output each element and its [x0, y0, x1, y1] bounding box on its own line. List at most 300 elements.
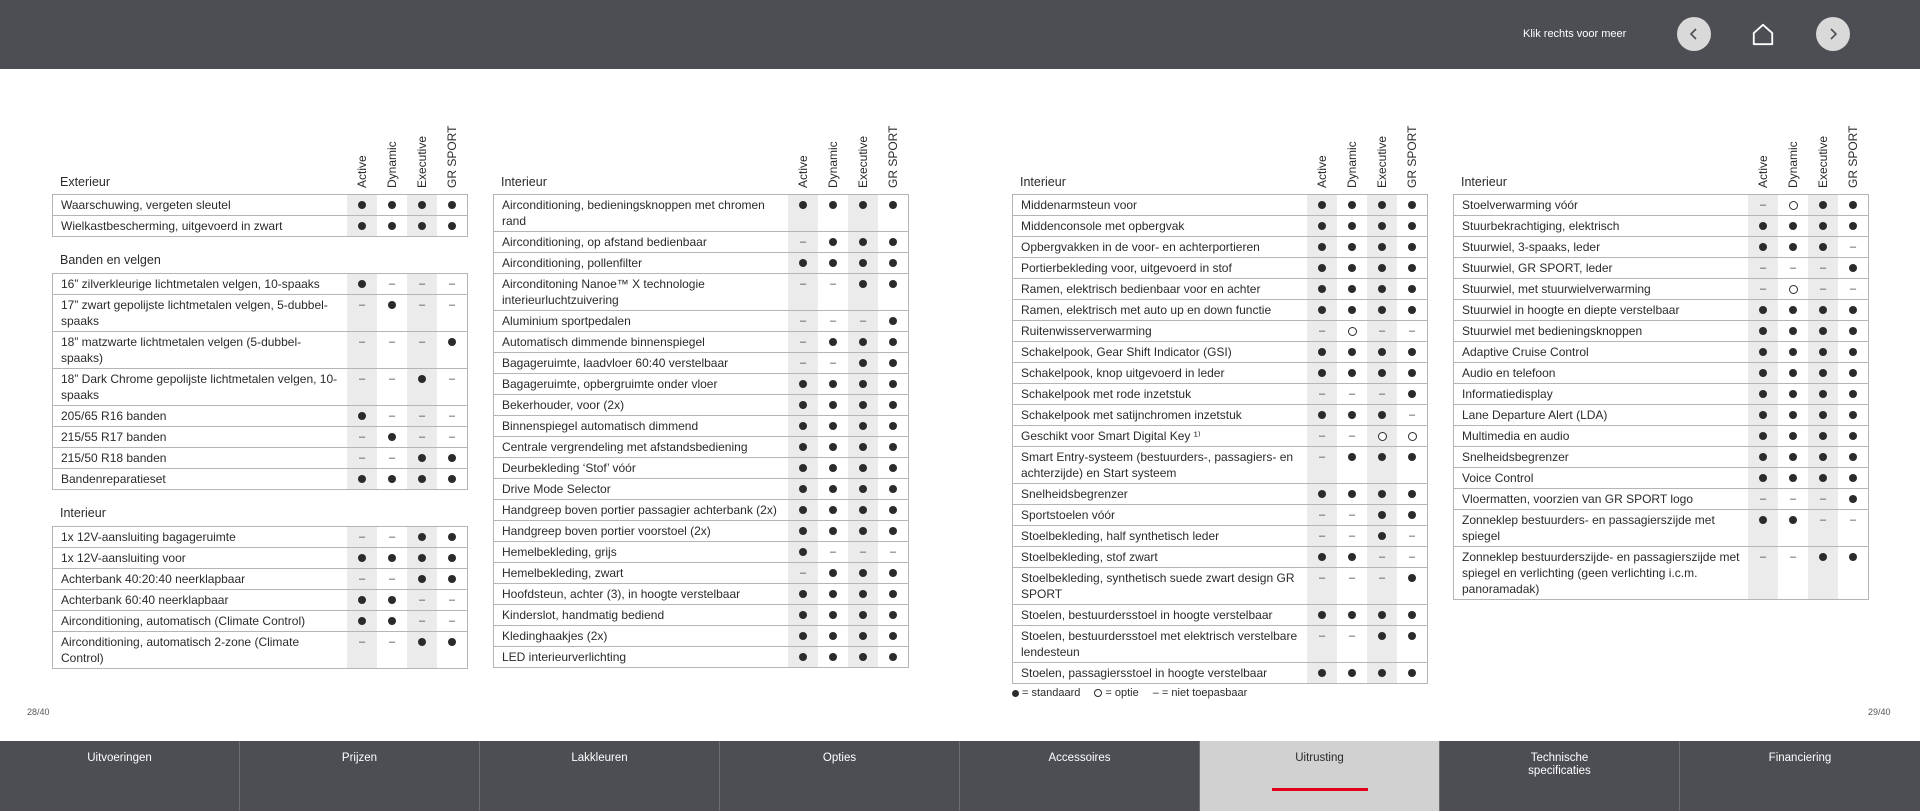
availability-mark [1348, 218, 1356, 234]
availability-cell [437, 295, 467, 331]
availability-mark [1819, 365, 1827, 381]
availability-cell [1808, 195, 1838, 215]
availability-cell [878, 605, 908, 625]
availability-mark [358, 218, 366, 234]
feature-label: Stuurwiel met bedieningsknoppen [1462, 324, 1643, 338]
column-header-label: GR SPORT [445, 125, 459, 188]
standard-dot-icon [829, 380, 837, 388]
availability-mark [1348, 323, 1357, 339]
feature-label: Airconditoning Nanoe™ X technologie interieurluchtzuivering [502, 277, 705, 307]
availability-mark [388, 429, 396, 445]
column-header-label: Dynamic [1345, 141, 1359, 188]
availability-cell [1838, 405, 1868, 425]
availability-mark: – [1348, 388, 1356, 400]
availability-mark [1378, 344, 1386, 360]
feature-label: Stuurwiel, met stuurwielverwarming [1462, 282, 1651, 296]
table-row [494, 331, 908, 352]
feature-label: Ramen, elektrisch bedienbaar voor en achter [1021, 282, 1261, 296]
availability-mark [1759, 449, 1767, 465]
standard-dot-icon [1759, 348, 1767, 356]
table-row [1013, 525, 1427, 546]
column-header [1809, 118, 1839, 188]
availability-cell [1748, 405, 1778, 425]
availability-mark [1318, 344, 1326, 360]
availability-mark: – [1759, 283, 1767, 295]
availability-cell [1808, 489, 1838, 509]
availability-cell [848, 626, 878, 646]
availability-mark [1348, 549, 1356, 565]
feature-label: Zonneklep bestuurderszijde- en passagierszijde met spiegel en verlichting (geen verlichting i.c.m. panoramadak) [1462, 550, 1740, 596]
standard-dot-icon [1789, 453, 1797, 461]
availability-mark [1378, 449, 1386, 465]
availability-mark: – [859, 546, 867, 558]
availability-cell [788, 626, 818, 646]
standard-dot-icon [448, 222, 456, 230]
availability-mark: – [418, 615, 426, 627]
column-header [1368, 118, 1398, 188]
home-icon [1751, 22, 1775, 46]
previous-page-button[interactable] [1677, 17, 1711, 51]
standard-dot-icon [1789, 243, 1797, 251]
availability-mark [859, 502, 867, 518]
standard-dot-icon [448, 338, 456, 346]
availability-cell [818, 647, 848, 667]
availability-mark [1759, 344, 1767, 360]
availability-mark [1318, 407, 1326, 423]
feature-label: Informatiedisplay [1462, 387, 1553, 401]
standard-dot-icon [1348, 453, 1356, 461]
availability-mark: – [1348, 430, 1356, 442]
availability-mark: – [388, 373, 396, 385]
standard-dot-icon [1819, 201, 1827, 209]
availability-cell [818, 500, 848, 520]
column-header-label: GR SPORT [1846, 125, 1860, 188]
availability-mark [859, 376, 867, 392]
availability-mark: – [448, 278, 456, 290]
availability-cell [1307, 216, 1337, 236]
availability-cell [878, 395, 908, 415]
standard-dot-icon [1408, 285, 1416, 293]
table-row [1454, 215, 1868, 236]
availability-mark: – [358, 531, 366, 543]
availability-mark [1408, 507, 1416, 523]
standard-dot-icon [1012, 690, 1019, 697]
feature-label: Handgreep boven portier voorstoel (2x) [502, 524, 711, 538]
availability-mark [1318, 665, 1326, 681]
column-header [819, 118, 849, 188]
standard-dot-icon [1759, 453, 1767, 461]
standard-dot-icon [1759, 411, 1767, 419]
feature-label: Wielkastbescherming, uitgevoerd in zwart [61, 219, 283, 233]
standard-dot-icon [859, 422, 867, 430]
availability-mark: – [358, 299, 366, 311]
availability-cell [1397, 216, 1427, 236]
availability-mark [799, 628, 807, 644]
availability-mark [1348, 407, 1356, 423]
table-row [1013, 567, 1427, 604]
availability-cell [878, 647, 908, 667]
spec-table-2 [493, 69, 909, 668]
availability-cell [1367, 321, 1397, 341]
availability-mark [859, 586, 867, 602]
standard-dot-icon [859, 259, 867, 267]
home-button[interactable] [1748, 19, 1778, 49]
feature-label: Waarschuwing, vergeten sleutel [61, 198, 231, 212]
availability-cell [1367, 568, 1397, 604]
standard-dot-icon [1789, 327, 1797, 335]
availability-mark [859, 460, 867, 476]
availability-mark [799, 197, 807, 213]
availability-cell [1397, 237, 1427, 257]
availability-mark: – [418, 410, 426, 422]
availability-mark [388, 592, 396, 608]
option-ring-icon [1094, 689, 1102, 697]
availability-cell [1337, 447, 1367, 483]
standard-dot-icon [859, 653, 867, 661]
standard-dot-icon [889, 422, 897, 430]
standard-dot-icon [1378, 243, 1386, 251]
table-row [1013, 257, 1427, 278]
standard-dot-icon [1318, 222, 1326, 230]
availability-mark [1378, 260, 1386, 276]
standard-dot-icon [1759, 474, 1767, 482]
availability-mark [1819, 197, 1827, 213]
availability-mark: – [1789, 551, 1797, 563]
standard-dot-icon [1759, 243, 1767, 251]
standard-dot-icon [859, 359, 867, 367]
availability-cell [1808, 547, 1838, 599]
availability-cell [437, 369, 467, 405]
standard-dot-icon [1378, 369, 1386, 377]
availability-cell [818, 605, 848, 625]
column-header-label: Active [1756, 155, 1770, 188]
availability-cell [1778, 547, 1808, 599]
availability-mark [358, 550, 366, 566]
standard-dot-icon [358, 280, 366, 288]
option-ring-icon [1408, 432, 1417, 441]
standard-dot-icon [1849, 553, 1857, 561]
table-row [494, 252, 908, 273]
availability-cell [437, 195, 467, 215]
standard-dot-icon [418, 533, 426, 541]
availability-mark: – [1819, 262, 1827, 274]
availability-cell [848, 605, 878, 625]
feature-label: 18” Dark Chrome gepolijste lichtmetalen velgen, 10-spaaks [61, 372, 338, 402]
availability-cell [818, 195, 848, 231]
nav-tab[interactable] [240, 741, 480, 811]
availability-cell [347, 427, 377, 447]
availability-mark [799, 607, 807, 623]
standard-dot-icon [799, 653, 807, 661]
availability-cell [818, 311, 848, 331]
availability-mark [1789, 281, 1798, 297]
table-row [1454, 341, 1868, 362]
table-rows [1453, 194, 1869, 600]
availability-cell [848, 332, 878, 352]
availability-mark: – [1318, 530, 1326, 542]
availability-mark [1378, 197, 1386, 213]
table-row [494, 436, 908, 457]
table-row [494, 373, 908, 394]
availability-cell [1307, 279, 1337, 299]
availability-mark: – [1348, 509, 1356, 521]
availability-mark [859, 255, 867, 271]
availability-mark [889, 565, 897, 581]
table-row [494, 499, 908, 520]
standard-dot-icon [799, 527, 807, 535]
availability-mark: – [448, 615, 456, 627]
nav-tab[interactable] [0, 741, 240, 811]
availability-mark [1819, 449, 1827, 465]
availability-mark [829, 649, 837, 665]
feature-label: Airconditioning, bedieningsknoppen met chromen rand [502, 198, 765, 228]
availability-cell [788, 232, 818, 252]
standard-dot-icon [1348, 285, 1356, 293]
availability-mark [1408, 260, 1416, 276]
availability-mark [418, 634, 426, 650]
availability-cell [1367, 447, 1397, 483]
column-header [789, 118, 819, 188]
availability-cell [1778, 342, 1808, 362]
availability-cell [377, 448, 407, 468]
table-row [53, 368, 467, 405]
table-row [494, 646, 908, 667]
standard-dot-icon [829, 464, 837, 472]
standard-dot-icon [1819, 243, 1827, 251]
availability-cell [377, 274, 407, 294]
nav-tab[interactable] [1200, 741, 1440, 811]
availability-cell [1337, 237, 1367, 257]
availability-cell [377, 369, 407, 405]
availability-cell [1337, 526, 1367, 546]
availability-mark [1348, 239, 1356, 255]
column-header [1779, 118, 1809, 188]
availability-cell [848, 479, 878, 499]
availability-cell [1748, 258, 1778, 278]
availability-cell [347, 632, 377, 668]
navigation-hint: Klik rechts voor meer [1523, 28, 1627, 40]
feature-label: Ruitenwisserverwarming [1021, 324, 1152, 338]
availability-mark [448, 218, 456, 234]
column-header-label: Executive [856, 135, 870, 188]
availability-mark [1318, 260, 1326, 276]
availability-mark [889, 234, 897, 250]
feature-label: Adaptive Cruise Control [1462, 345, 1589, 359]
standard-dot-icon [889, 259, 897, 267]
availability-mark [418, 450, 426, 466]
availability-cell [1397, 447, 1427, 483]
table-row [53, 405, 467, 426]
nav-tab[interactable] [960, 741, 1200, 811]
nav-tab[interactable] [480, 741, 720, 811]
availability-cell [818, 626, 848, 646]
feature-label: Stuurwiel, 3-spaaks, leder [1462, 240, 1601, 254]
availability-mark: – [1819, 514, 1827, 526]
standard-dot-icon [799, 422, 807, 430]
standard-dot-icon [1819, 369, 1827, 377]
availability-cell [848, 584, 878, 604]
availability-cell [818, 437, 848, 457]
availability-cell [1307, 605, 1337, 625]
availability-cell [1808, 342, 1838, 362]
standard-dot-icon [1378, 348, 1386, 356]
standard-dot-icon [1759, 222, 1767, 230]
availability-mark [1789, 512, 1797, 528]
standard-dot-icon [1789, 369, 1797, 377]
feature-label: Kledinghaakjes (2x) [502, 629, 608, 643]
availability-cell [377, 590, 407, 610]
availability-cell [1778, 279, 1808, 299]
table-row [1454, 546, 1868, 599]
availability-cell [407, 611, 437, 631]
availability-mark [1378, 302, 1386, 318]
standard-dot-icon [358, 554, 366, 562]
standard-dot-icon [1408, 453, 1416, 461]
availability-cell [1337, 321, 1367, 341]
standard-dot-icon [418, 375, 426, 383]
availability-mark [1849, 386, 1857, 402]
standard-dot-icon [1348, 264, 1356, 272]
availability-cell [818, 458, 848, 478]
availability-mark [358, 276, 366, 292]
availability-cell [437, 406, 467, 426]
availability-cell [1367, 216, 1397, 236]
availability-mark [1408, 386, 1416, 402]
standard-dot-icon [1318, 553, 1326, 561]
availability-mark [1849, 491, 1857, 507]
availability-mark [1819, 323, 1827, 339]
availability-cell [1397, 663, 1427, 683]
availability-mark [799, 439, 807, 455]
availability-cell [1748, 384, 1778, 404]
availability-mark [1819, 239, 1827, 255]
feature-label: Stuurwiel, GR SPORT, leder [1462, 261, 1613, 275]
availability-cell [1808, 363, 1838, 383]
column-header [348, 118, 378, 188]
standard-dot-icon [448, 554, 456, 562]
feature-label: Hoofdsteun, achter (3), in hoogte verstelbaar [502, 587, 741, 601]
standard-dot-icon [829, 506, 837, 514]
availability-cell [1838, 384, 1868, 404]
standard-dot-icon [859, 443, 867, 451]
availability-cell [437, 632, 467, 668]
availability-mark [388, 218, 396, 234]
availability-cell [878, 195, 908, 231]
availability-cell [1808, 384, 1838, 404]
standard-dot-icon [1408, 632, 1416, 640]
table-row [1454, 425, 1868, 446]
standard-dot-icon [1819, 453, 1827, 461]
standard-dot-icon [859, 611, 867, 619]
availability-mark [1819, 302, 1827, 318]
availability-mark [1408, 428, 1417, 444]
standard-dot-icon [1318, 264, 1326, 272]
availability-cell [1367, 547, 1397, 567]
availability-mark: – [358, 336, 366, 348]
availability-cell [347, 369, 377, 405]
availability-mark: – [799, 336, 807, 348]
standard-dot-icon [829, 632, 837, 640]
feature-label: Stoelen, bestuurdersstoel met elektrisch verstelbare lendesteun [1021, 629, 1298, 659]
standard-dot-icon [889, 338, 897, 346]
availability-cell [1748, 363, 1778, 383]
feature-label: Geschikt voor Smart Digital Key ¹⁾ [1021, 429, 1201, 443]
availability-mark [388, 471, 396, 487]
standard-dot-icon [1318, 369, 1326, 377]
table-row [1454, 446, 1868, 467]
nav-tab[interactable] [1440, 741, 1680, 811]
standard-dot-icon [1378, 511, 1386, 519]
standard-dot-icon [1408, 574, 1416, 582]
availability-mark: – [358, 373, 366, 385]
feature-label: Middenarmsteun voor [1021, 198, 1138, 212]
standard-dot-icon [1348, 348, 1356, 356]
availability-mark [1378, 528, 1386, 544]
availability-cell [437, 569, 467, 589]
availability-mark [418, 529, 426, 545]
standard-dot-icon [1408, 243, 1416, 251]
availability-mark: – [1759, 493, 1767, 505]
legend-not-applicable: – = niet toepasbaar [1152, 687, 1248, 699]
table-row [53, 294, 467, 331]
standard-dot-icon [799, 201, 807, 209]
availability-cell [1397, 342, 1427, 362]
availability-cell [1367, 405, 1397, 425]
standard-dot-icon [1378, 264, 1386, 272]
availability-cell [1397, 484, 1427, 504]
availability-mark [1348, 486, 1356, 502]
standard-dot-icon [859, 569, 867, 577]
availability-cell [1337, 195, 1367, 215]
nav-tab[interactable] [1680, 741, 1920, 811]
spec-table-4 [1453, 69, 1869, 600]
standard-dot-icon [1849, 264, 1857, 272]
availability-cell [788, 563, 818, 583]
standard-dot-icon [1849, 369, 1857, 377]
standard-dot-icon [1408, 490, 1416, 498]
availability-cell [1778, 405, 1808, 425]
column-header-label: Executive [1816, 135, 1830, 188]
availability-mark [1408, 197, 1416, 213]
availability-cell [878, 332, 908, 352]
availability-mark: – [829, 546, 837, 558]
standard-dot-icon [448, 575, 456, 583]
table-row [1013, 425, 1427, 446]
availability-cell [1748, 321, 1778, 341]
availability-cell [377, 632, 407, 668]
availability-cell [878, 542, 908, 562]
availability-cell [377, 611, 407, 631]
availability-cell [1748, 510, 1778, 546]
availability-cell [1397, 605, 1427, 625]
availability-cell [878, 500, 908, 520]
availability-cell [377, 216, 407, 236]
next-page-button[interactable] [1816, 17, 1850, 51]
availability-cell [1397, 279, 1427, 299]
availability-cell [1748, 279, 1778, 299]
availability-cell [788, 542, 818, 562]
feature-label: Stoelbekleding, stof zwart [1021, 550, 1158, 564]
availability-cell [1307, 405, 1337, 425]
standard-dot-icon [859, 464, 867, 472]
availability-mark [1759, 323, 1767, 339]
availability-mark: – [388, 531, 396, 543]
availability-mark [829, 460, 837, 476]
nav-tab[interactable] [720, 741, 960, 811]
standard-dot-icon [1819, 327, 1827, 335]
availability-cell [848, 437, 878, 457]
standard-dot-icon [1408, 369, 1416, 377]
